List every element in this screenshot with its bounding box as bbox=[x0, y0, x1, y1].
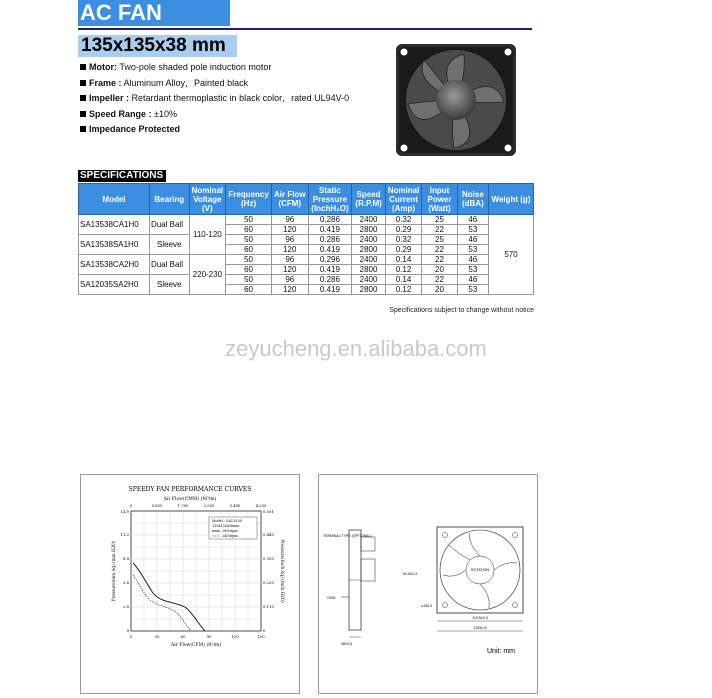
bottom-axis-label: Air Flow(CFM) (ft³/m) bbox=[170, 643, 222, 648]
speed-cell: 2400 bbox=[352, 215, 385, 225]
pressure-cell: 0.286 bbox=[308, 215, 352, 225]
noise-cell: 46 bbox=[457, 235, 488, 245]
rotation-label: ROTATION bbox=[470, 568, 490, 572]
table-row bbox=[79, 215, 534, 225]
power-cell: 22 bbox=[422, 225, 457, 235]
frequency-cell: 50 bbox=[226, 235, 272, 245]
bottom-ticks bbox=[130, 634, 265, 639]
right-tick: 0.551 bbox=[263, 509, 274, 514]
bearing-cell: Sleeve bbox=[149, 275, 189, 295]
radius-dimension: 62.5±0.3 bbox=[403, 572, 417, 576]
feature-text: Retardant thermoplastic in black color，rated UL94V-0 bbox=[129, 93, 350, 103]
curve-title: SPEEDY FAN PERFORMANCE CURVES bbox=[128, 486, 252, 493]
speed-cell: 2800 bbox=[352, 285, 385, 295]
top-axis-label: Air Flow(CMM) (M³/m) bbox=[163, 497, 217, 502]
bearing-cell: Dual Ball bbox=[149, 215, 189, 235]
current-cell: 0.12 bbox=[385, 265, 422, 275]
feature-label: Frame : bbox=[89, 77, 122, 88]
bullet-icon bbox=[80, 64, 86, 70]
table-header-row bbox=[79, 184, 534, 215]
spec-heading: SPECIFICATIONS bbox=[78, 170, 166, 182]
bullet-icon bbox=[80, 126, 86, 132]
legend-entry: Model : SA13538 bbox=[212, 519, 242, 523]
curve-2800rpm bbox=[133, 563, 205, 631]
pressure-cell: 0.286 bbox=[308, 275, 352, 285]
noise-cell: 53 bbox=[457, 225, 488, 235]
power-cell: 25 bbox=[422, 215, 457, 225]
unit-label: Unit: mm bbox=[487, 648, 515, 655]
model-cell: SA13538SA1H0 bbox=[79, 235, 150, 255]
left-tick: 14.0 bbox=[120, 509, 129, 514]
feature-text: ±10% bbox=[151, 108, 177, 119]
feature-label: Speed Range : bbox=[89, 108, 152, 119]
frequency-cell: 50 bbox=[226, 255, 272, 265]
mount-hole bbox=[513, 533, 518, 538]
feature-item bbox=[80, 91, 400, 107]
left-tick: 2.8 bbox=[122, 604, 129, 609]
width-dimension: 119.5±0.3 bbox=[472, 616, 488, 620]
feature-text: Two-pole shaded pole induction motor bbox=[117, 62, 272, 72]
current-cell: 0.14 bbox=[385, 275, 422, 285]
right-axis-label: Pressure(Inch Aq) (Inch H2O) bbox=[280, 539, 285, 603]
current-cell: 0.12 bbox=[385, 285, 422, 295]
feature-label: Motor: bbox=[89, 62, 117, 72]
model-cell: SA12035SA2H0 bbox=[79, 275, 150, 295]
legend-entry: 2400rpm bbox=[222, 534, 238, 538]
side-view bbox=[323, 530, 375, 646]
top-ticks bbox=[130, 503, 267, 508]
terminal-block bbox=[361, 537, 375, 551]
pressure-cell: 0.419 bbox=[308, 285, 352, 295]
hole-dimension: 4-Ø4.3 bbox=[421, 604, 432, 608]
performance-curve-chart bbox=[81, 475, 299, 693]
bottom-tick: 60 bbox=[180, 634, 186, 639]
watermark: zeyucheng.en.alibaba.com bbox=[225, 336, 487, 361]
frequency-cell: 60 bbox=[226, 265, 272, 275]
bottom-tick: 90 bbox=[206, 634, 212, 639]
noise-cell: 46 bbox=[457, 275, 488, 285]
feature-item bbox=[80, 107, 400, 123]
pressure-cell: 0.286 bbox=[308, 235, 352, 245]
model-cell: SA13538CA2H0 bbox=[79, 255, 150, 275]
pressure-cell: 0.419 bbox=[308, 225, 352, 235]
current-cell: 0.32 bbox=[385, 215, 422, 225]
dimension-drawing-card bbox=[318, 474, 538, 694]
voltage-cell: 110-120 bbox=[189, 215, 226, 255]
power-cell: 25 bbox=[422, 235, 457, 245]
current-cell: 0.29 bbox=[385, 245, 422, 255]
top-tick: 3.400 bbox=[229, 503, 241, 508]
weight-cell: 570 bbox=[489, 215, 534, 295]
header-airflow: Air Flow (CFM) bbox=[272, 184, 309, 215]
bottom-tick: 30 bbox=[154, 634, 160, 639]
bullet-icon bbox=[80, 95, 86, 101]
model-cell: SA13538CA1H0 bbox=[79, 215, 150, 235]
airflow-cell: 96 bbox=[272, 215, 309, 225]
airflow-cell: 96 bbox=[272, 255, 309, 265]
bullet-icon bbox=[80, 111, 86, 117]
header-model: Model bbox=[79, 184, 150, 215]
speed-cell: 2800 bbox=[352, 265, 385, 275]
legend-entry: 2800rpm bbox=[222, 529, 238, 533]
dimension-drawing bbox=[319, 475, 537, 693]
mount-hole bbox=[443, 603, 448, 608]
feature-list bbox=[80, 60, 400, 138]
top-tick: 1.700 bbox=[177, 503, 189, 508]
top-tick: 0.850 bbox=[151, 503, 163, 508]
bearing-cell: Dual Ball bbox=[149, 255, 189, 275]
power-cell: 20 bbox=[422, 285, 457, 295]
speed-cell: 2400 bbox=[352, 235, 385, 245]
current-cell: 0.32 bbox=[385, 235, 422, 245]
left-tick: 5.6 bbox=[122, 580, 129, 585]
pressure-cell: 0.296 bbox=[308, 255, 352, 265]
noise-cell: 46 bbox=[457, 215, 488, 225]
front-view bbox=[403, 527, 523, 631]
right-tick: 0.220 bbox=[263, 580, 274, 585]
bottom-tick: 0 bbox=[129, 634, 133, 639]
noise-cell: 53 bbox=[457, 285, 488, 295]
airflow-cell: 120 bbox=[272, 225, 309, 235]
bottom-tick: 120 bbox=[231, 634, 239, 639]
terminal-label: TERMINAL TYPE (OPTIONAL) bbox=[323, 534, 372, 538]
feature-item bbox=[80, 60, 400, 76]
page-title: AC FAN bbox=[78, 0, 230, 26]
spec-table bbox=[78, 183, 534, 295]
frequency-cell: 50 bbox=[226, 215, 272, 225]
left-axis-label: Pressure(mm Aq) (mm H2O) bbox=[111, 540, 116, 602]
airflow-cell: 96 bbox=[272, 235, 309, 245]
performance-curve-card bbox=[80, 474, 300, 694]
top-tick: 2.550 bbox=[203, 503, 215, 508]
curve-2400rpm bbox=[133, 575, 191, 631]
frequency-cell: 60 bbox=[226, 285, 272, 295]
noise-cell: 46 bbox=[457, 255, 488, 265]
gnd-label: GND bbox=[327, 596, 336, 600]
right-ticks bbox=[263, 509, 274, 633]
pressure-cell: 0.419 bbox=[308, 265, 352, 275]
feature-label: Impeller : bbox=[89, 93, 130, 103]
table-row bbox=[79, 255, 534, 265]
voltage-cell: 220-230 bbox=[189, 255, 226, 295]
header-weight: Weight (g) bbox=[489, 184, 534, 215]
right-tick: 0.330 bbox=[263, 556, 274, 561]
top-tick: 4.250 bbox=[255, 503, 267, 508]
right-tick: 0.110 bbox=[263, 604, 274, 609]
speed-cell: 2400 bbox=[352, 275, 385, 285]
left-tick: 8.4 bbox=[122, 556, 129, 561]
fan-photo bbox=[394, 42, 518, 158]
header-bearing: Bearing bbox=[149, 184, 189, 215]
header-power: Input Power (Watt) bbox=[422, 184, 457, 215]
legend-entry: 135x135x38mm bbox=[212, 524, 240, 528]
speed-cell: 2800 bbox=[352, 225, 385, 235]
noise-cell: 53 bbox=[457, 245, 488, 255]
power-cell: 22 bbox=[422, 245, 457, 255]
airflow-cell: 120 bbox=[272, 245, 309, 255]
right-tick: 0.440 bbox=[263, 532, 274, 537]
header-voltage: Nominal Voltage (V) bbox=[189, 184, 226, 215]
left-ticks bbox=[121, 509, 130, 633]
right-tick: 0 bbox=[263, 628, 266, 633]
frequency-cell: 60 bbox=[226, 245, 272, 255]
overall-dimension: 135±0.5 bbox=[473, 626, 487, 630]
feature-text: Aluminum Alloy，Painted black bbox=[121, 77, 249, 88]
feature-label: Impedance Protected bbox=[89, 124, 181, 134]
frequency-cell: 50 bbox=[226, 275, 272, 285]
power-cell: 20 bbox=[422, 265, 457, 275]
frequency-cell: 60 bbox=[226, 225, 272, 235]
airflow-cell: 120 bbox=[272, 285, 309, 295]
bullet-icon bbox=[80, 80, 86, 86]
header-speed: Speed (R.P.M) bbox=[352, 184, 385, 215]
feature-item bbox=[80, 122, 400, 138]
feature-item bbox=[80, 76, 400, 92]
current-cell: 0.29 bbox=[385, 225, 422, 235]
power-cell: 22 bbox=[422, 255, 457, 265]
speed-cell: 2800 bbox=[352, 245, 385, 255]
airflow-cell: 96 bbox=[272, 275, 309, 285]
top-tick: 0 bbox=[129, 503, 133, 508]
header-noise: Noise (dBA) bbox=[457, 184, 488, 215]
table-row bbox=[79, 275, 534, 285]
title-divider bbox=[78, 28, 532, 30]
model-size: 135x135x38 mm bbox=[78, 35, 237, 57]
noise-cell: 53 bbox=[457, 265, 488, 275]
left-tick: 0 bbox=[126, 628, 129, 633]
bottom-tick: 150 bbox=[257, 634, 265, 639]
mount-hole bbox=[443, 533, 448, 538]
header-frequency: Frequency (Hz) bbox=[226, 184, 272, 215]
depth-dimension: 38±0.5 bbox=[341, 642, 352, 646]
airflow-cell: 120 bbox=[272, 265, 309, 275]
bearing-cell: Sleeve bbox=[149, 235, 189, 255]
header-current: Nominal Current (Amp) bbox=[385, 184, 422, 215]
pressure-cell: 0.419 bbox=[308, 245, 352, 255]
spec-note: Specifications subject to change without notice bbox=[389, 307, 534, 314]
left-tick: 11.2 bbox=[120, 532, 129, 537]
speed-cell: 2400 bbox=[352, 255, 385, 265]
table-row bbox=[79, 235, 534, 245]
power-cell: 22 bbox=[422, 275, 457, 285]
mount-hole bbox=[513, 603, 518, 608]
current-cell: 0.14 bbox=[385, 255, 422, 265]
header-pressure: Static Pressure (InchH₂O) bbox=[308, 184, 352, 215]
